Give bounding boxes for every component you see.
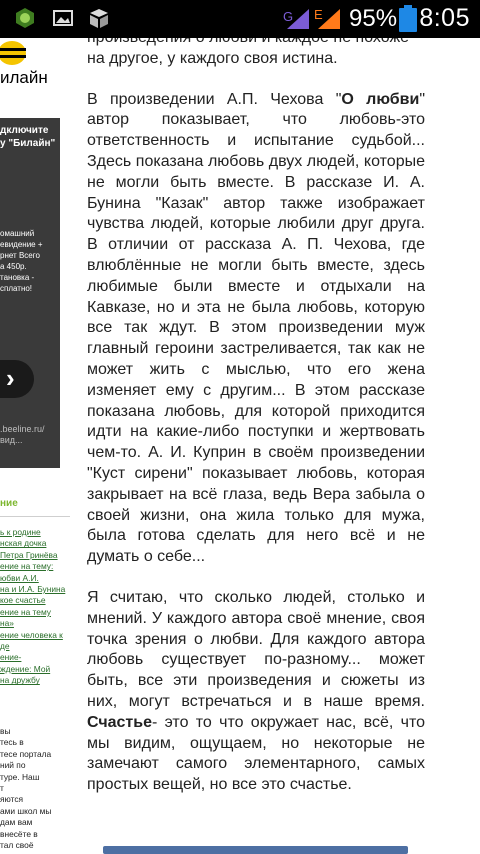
signal-g-icon: [283, 7, 311, 29]
story-title-bold: О любви: [341, 90, 420, 108]
sidebar-info-text: вы тесь в тесе портала ний по туре. Наш т яются ами школ мы дам вам внесёте в тал своё: [0, 726, 52, 851]
paragraph-text: Я считаю, что сколько людей, столько и мнений. У каждого автора своё мнение, своя точка зрения о любви. Для каждого автора любовь существует по-разному... может быть, все эти произведения и сюжеты из них, могут встречаться и в наше время.: [87, 588, 425, 710]
beeline-logo-icon: [0, 40, 28, 66]
beeline-brand-text: илайн: [0, 68, 48, 87]
bottom-banner[interactable]: [103, 846, 408, 854]
beeline-ad-banner[interactable]: [0, 38, 60, 468]
left-sidebar: [0, 38, 72, 854]
sidebar-link[interactable]: ение человека к де: [0, 629, 63, 652]
sidebar-link[interactable]: ь к родине нская дочка Петра Гринёва: [0, 527, 58, 560]
paragraph-text: " автор показывает, что любовь-это ответственность и испытание судьбой... Здесь показана любовь двух людей, которые не могли быть вместе. В рассказе И. А. Бунина "Казак" автор также изображает чувства людей, которые любили друг друга. В отличии от рассказа А. П. Чехова, где влюблённые не могли быть вместе, здесь любимые были вместе и отдыхали на Кавказе, но и эта не была любовь, которую все так ждут. В этом произведении муж главный героини застреливается, так как не может жить с мыслью, что его жена изменяет ему с другим... В этом рассказе показана любовь, для которой приходится идти на какие-либо поступки и жертвовать чем-то. А. И. Куприн в своём произведении "Куст сирени" показывает любовь, которая закрывает на всё глаза, ведь Вера забыла о своей жизни, она жила только для мужа, была готова сделать для него всё и не думать о себе...: [87, 90, 426, 566]
article-paragraph: [87, 90, 425, 568]
image-notification-icon: [52, 7, 74, 29]
signal-e-label: E: [314, 7, 323, 22]
signal-g-label: G: [283, 9, 294, 24]
box-notification-icon: [88, 7, 110, 29]
sidebar-link-list: [0, 527, 72, 687]
sidebar-link[interactable]: ение на тему: юбви А.И. на и И.А. Бунина: [0, 561, 66, 595]
sidebar-link[interactable]: кое счастье ение на тему на»: [0, 595, 51, 629]
article-paragraph: на другое, у каждого своя истина.: [87, 49, 338, 67]
battery-icon: [398, 5, 418, 32]
signal-e-icon: [314, 7, 342, 29]
ad-title: дключите у "Билайн": [0, 125, 56, 149]
article-body: [87, 28, 425, 796]
beeline-logo-area: [0, 38, 60, 118]
ad-next-button[interactable]: [0, 360, 34, 398]
sidebar-divider: [0, 516, 70, 517]
battery-percent: 95%: [349, 5, 398, 32]
keyword-bold: Счастье: [87, 713, 152, 731]
paragraph-text: - это то что окружает нас, всё, что мы видим, ощущаем, но некоторые не замечают самого элементарного, самых простых вещей, но все это счастье.: [87, 713, 425, 794]
ad-url[interactable]: .beeline.ru/ вид...: [0, 424, 45, 445]
ad-body: омашний евидение + рнет Всего а 450р. тановка - сплатно!: [0, 229, 43, 293]
sidebar-heading: ние: [0, 498, 18, 509]
paragraph-text: В произведении А.П. Чехова ": [87, 90, 342, 108]
android-alert-icon: [14, 7, 36, 29]
status-bar: [0, 0, 480, 38]
article-paragraph: [87, 588, 425, 796]
sidebar-link[interactable]: ение- ждение: Мой на дружбу: [0, 652, 51, 686]
chevron-right-icon: ›: [6, 363, 15, 393]
clock-time: 8:05: [419, 4, 470, 32]
